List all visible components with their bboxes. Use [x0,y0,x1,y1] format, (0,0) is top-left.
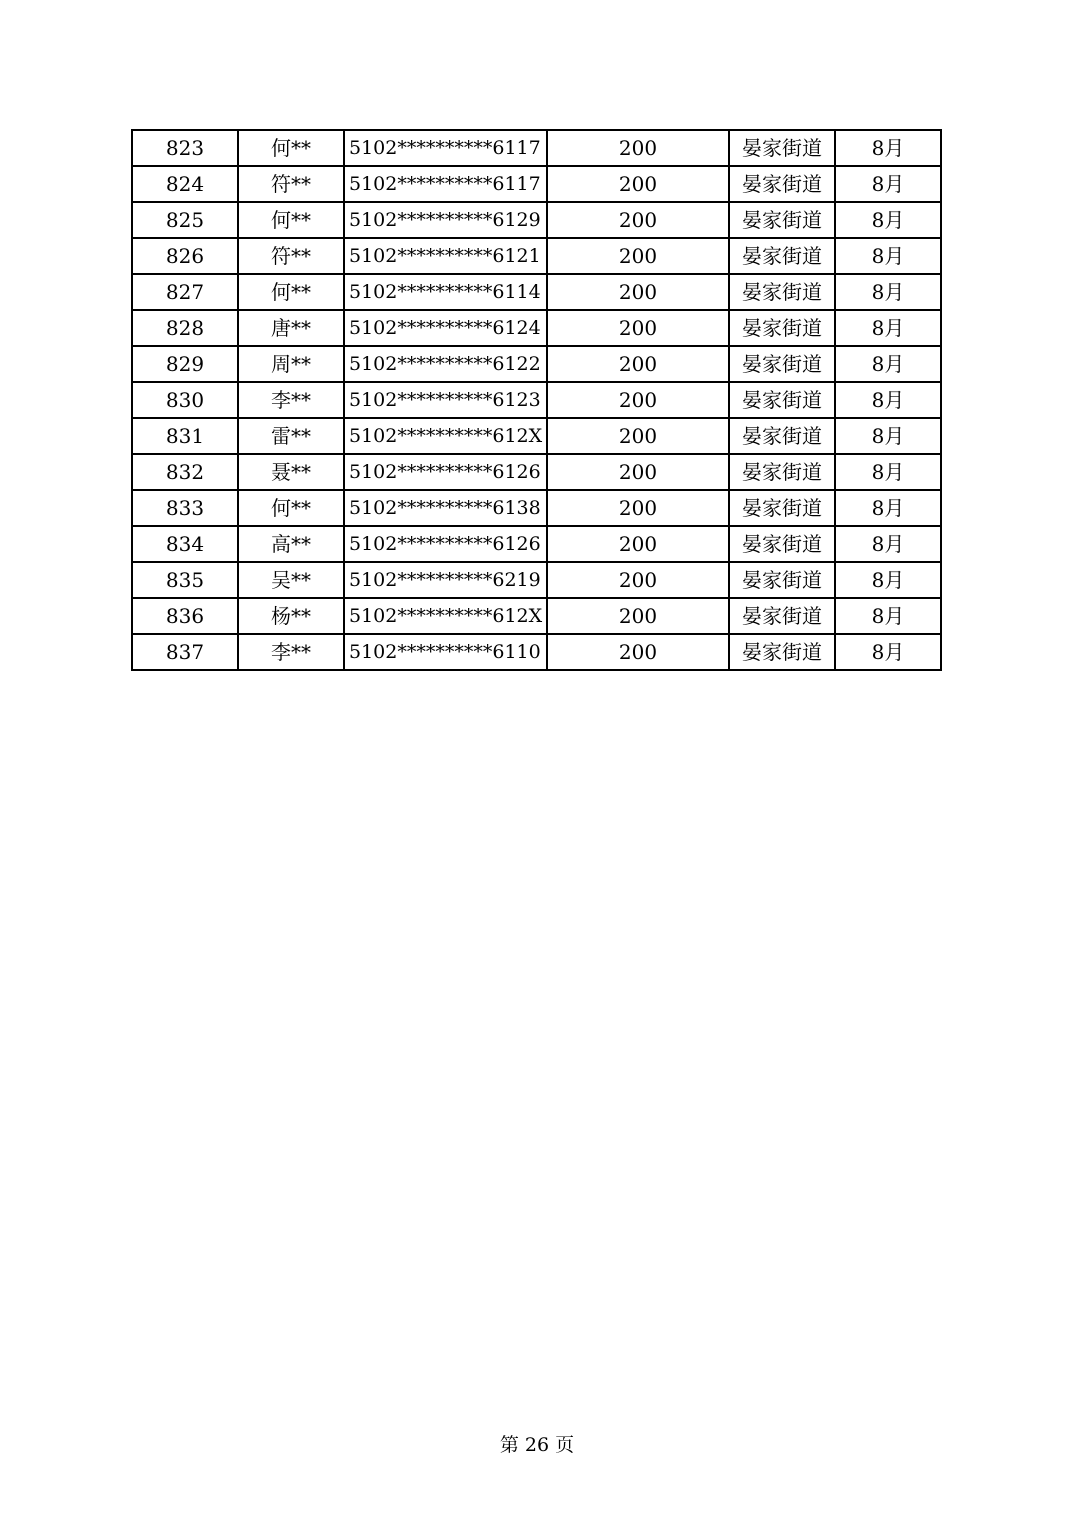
cell-month: 8月 [835,454,941,490]
cell-street: 晏家街道 [729,490,835,526]
cell-id: 5102**********6123 [344,382,547,418]
cell-name: 李** [238,634,344,670]
cell-month: 8月 [835,238,941,274]
cell-month: 8月 [835,310,941,346]
cell-month: 8月 [835,526,941,562]
cell-no: 837 [132,634,238,670]
cell-id: 5102**********6138 [344,490,547,526]
cell-id: 5102**********6126 [344,454,547,490]
cell-street: 晏家街道 [729,418,835,454]
cell-amount: 200 [547,562,729,598]
cell-name: 唐** [238,310,344,346]
table-row [132,418,941,454]
cell-street: 晏家街道 [729,346,835,382]
table-row [132,238,941,274]
table-body [132,130,941,670]
cell-id: 5102**********6124 [344,310,547,346]
cell-month: 8月 [835,418,941,454]
cell-no: 829 [132,346,238,382]
cell-amount: 200 [547,418,729,454]
table-row [132,526,941,562]
cell-street: 晏家街道 [729,634,835,670]
cell-street: 晏家街道 [729,562,835,598]
table-row [132,490,941,526]
cell-amount: 200 [547,490,729,526]
cell-id: 5102**********6121 [344,238,547,274]
cell-no: 836 [132,598,238,634]
cell-id: 5102**********6110 [344,634,547,670]
cell-no: 835 [132,562,238,598]
table-row [132,562,941,598]
cell-no: 828 [132,310,238,346]
table-row [132,166,941,202]
cell-no: 831 [132,418,238,454]
cell-amount: 200 [547,166,729,202]
cell-month: 8月 [835,598,941,634]
table-row [132,274,941,310]
cell-street: 晏家街道 [729,202,835,238]
cell-street: 晏家街道 [729,310,835,346]
cell-no: 834 [132,526,238,562]
cell-no: 833 [132,490,238,526]
cell-name: 符** [238,238,344,274]
cell-amount: 200 [547,454,729,490]
cell-amount: 200 [547,634,729,670]
cell-id: 5102**********6126 [344,526,547,562]
cell-amount: 200 [547,274,729,310]
cell-no: 824 [132,166,238,202]
cell-name: 周** [238,346,344,382]
cell-amount: 200 [547,310,729,346]
cell-street: 晏家街道 [729,274,835,310]
cell-month: 8月 [835,202,941,238]
cell-amount: 200 [547,238,729,274]
cell-name: 何** [238,490,344,526]
cell-amount: 200 [547,130,729,166]
cell-amount: 200 [547,346,729,382]
cell-amount: 200 [547,526,729,562]
cell-name: 何** [238,274,344,310]
cell-name: 李** [238,382,344,418]
cell-no: 827 [132,274,238,310]
subsidy-table [131,129,942,671]
table-row [132,454,941,490]
cell-month: 8月 [835,634,941,670]
cell-name: 吴** [238,562,344,598]
cell-month: 8月 [835,130,941,166]
cell-street: 晏家街道 [729,454,835,490]
cell-id: 5102**********6117 [344,130,547,166]
cell-amount: 200 [547,202,729,238]
cell-street: 晏家街道 [729,382,835,418]
cell-id: 5102**********6122 [344,346,547,382]
table-row [132,202,941,238]
cell-month: 8月 [835,562,941,598]
cell-month: 8月 [835,490,941,526]
table-row [132,634,941,670]
cell-id: 5102**********6114 [344,274,547,310]
cell-id: 5102**********6117 [344,166,547,202]
page-number: 第 26 页 [499,1434,575,1456]
cell-name: 高** [238,526,344,562]
cell-month: 8月 [835,274,941,310]
cell-amount: 200 [547,382,729,418]
cell-month: 8月 [835,166,941,202]
cell-no: 825 [132,202,238,238]
cell-id: 5102**********612X [344,598,547,634]
cell-amount: 200 [547,598,729,634]
cell-name: 何** [238,130,344,166]
table-row [132,382,941,418]
cell-no: 830 [132,382,238,418]
cell-no: 826 [132,238,238,274]
cell-name: 雷** [238,418,344,454]
cell-name: 何** [238,202,344,238]
cell-no: 832 [132,454,238,490]
cell-no: 823 [132,130,238,166]
table-row [132,130,941,166]
cell-month: 8月 [835,382,941,418]
table-row [132,310,941,346]
cell-street: 晏家街道 [729,238,835,274]
cell-id: 5102**********6219 [344,562,547,598]
cell-name: 聂** [238,454,344,490]
cell-street: 晏家街道 [729,166,835,202]
cell-name: 符** [238,166,344,202]
table-row [132,598,941,634]
cell-street: 晏家街道 [729,526,835,562]
cell-id: 5102**********6129 [344,202,547,238]
table-row [132,346,941,382]
cell-street: 晏家街道 [729,598,835,634]
cell-street: 晏家街道 [729,130,835,166]
cell-month: 8月 [835,346,941,382]
cell-id: 5102**********612X [344,418,547,454]
cell-name: 杨** [238,598,344,634]
